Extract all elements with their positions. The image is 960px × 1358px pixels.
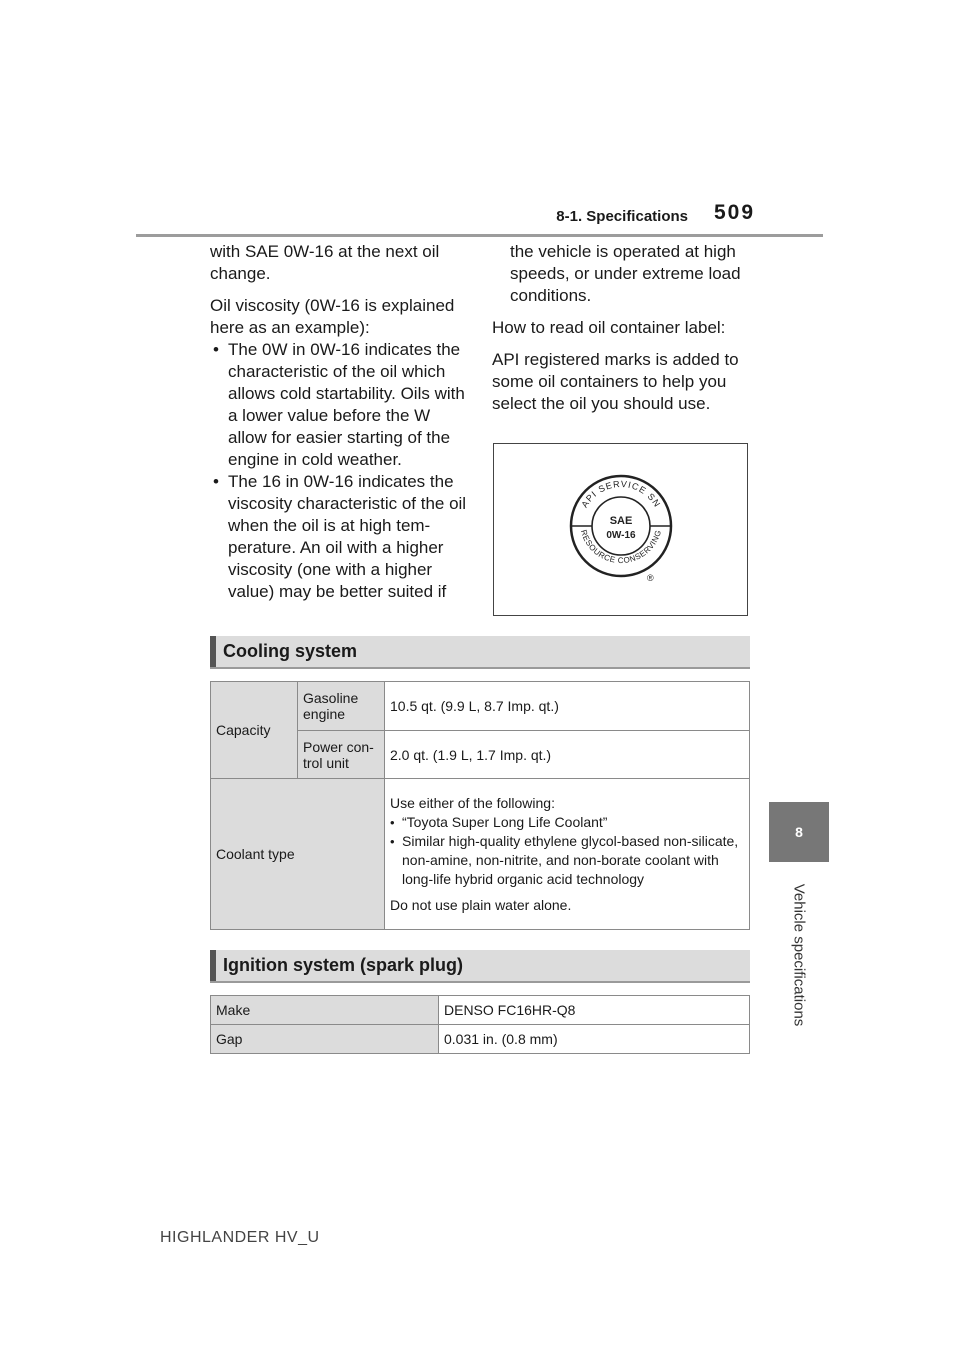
paragraph: API registered marks is added to some oil containers to help you select the oil you should use. (492, 350, 739, 413)
bullet-text: The 0W in 0W-16 indicates the characteristic of the oil which allows cold startability. Oils with a lower value before the W allow for easier starting of the engine in cold weather. (228, 340, 465, 469)
ignition-spec-table (210, 995, 750, 1054)
cooling-spec-table (210, 681, 750, 930)
bullet-item (210, 471, 470, 603)
table-row (211, 1025, 750, 1054)
gap-value: 0.031 in. (0.8 mm) (439, 1025, 750, 1054)
header-divider (136, 234, 823, 237)
section-label: 8-1. Specifications (556, 208, 688, 225)
chapter-tab[interactable] (769, 802, 829, 862)
api-mark-figure (493, 443, 748, 616)
make-label: Make (211, 996, 439, 1025)
registered-mark: ® (647, 573, 654, 583)
coolant-type-label: Coolant type (211, 779, 385, 930)
table-row (211, 996, 750, 1025)
svg-text:API SERVICE SN (579, 479, 662, 509)
gasoline-capacity-value: 10.5 qt. (9.9 L, 8.7 Imp. qt.) (385, 682, 750, 731)
chapter-title: Vehicle specifications (790, 883, 808, 1027)
table-row (211, 779, 750, 930)
paragraph: How to read oil container label: (492, 318, 726, 337)
gap-label: Gap (211, 1025, 439, 1054)
left-text-column (210, 241, 470, 603)
cooling-system-heading (210, 636, 750, 669)
right-text-column (492, 241, 752, 425)
bullet-item (210, 339, 470, 471)
make-value: DENSO FC16HR-Q8 (439, 996, 750, 1025)
page-number: 509 (714, 201, 756, 224)
coolant-list (390, 813, 744, 889)
coolant-note: Do not use plain water alone. (390, 896, 572, 913)
list-item: • “Toyota Super Long Life Coolant” (390, 813, 608, 830)
api-center-grade: 0W-16 (606, 530, 636, 541)
ignition-system-heading (210, 950, 750, 983)
api-bottom-arc-text: RESOURCE CONSERVING (578, 528, 664, 566)
chapter-title-vertical (769, 870, 829, 1040)
paragraph: Oil viscosity (0W-16 is explained here as an example): (210, 296, 455, 337)
power-control-unit-label: Power con-trol unit (298, 731, 385, 779)
heading-accent-bar (210, 950, 216, 981)
paragraph: with SAE 0W-16 at the next oil change. (210, 242, 440, 283)
coolant-intro: Use either of the following: (390, 794, 555, 811)
capacity-label: Capacity (211, 682, 298, 779)
bullet-dot-icon: • (213, 472, 219, 491)
gasoline-engine-label: Gasoline engine (298, 682, 385, 731)
bullet-text: The 16 in 0W-16 indicates the viscosity characteristic of the oil when the oil is at high tem-perature. An oil with a higher viscosity (one with a higher value) may be better suited if (228, 472, 467, 601)
footer-model-name: HIGHLANDER HV_U (160, 1229, 320, 1246)
section-title: Ignition system (spark plug) (223, 955, 464, 975)
pcu-capacity-value: 2.0 qt. (1.9 L, 1.7 Imp. qt.) (385, 731, 750, 779)
bullet-continuation: the vehicle is operated at high speeds, or under extreme load conditions. (510, 242, 741, 305)
section-title: Cooling system (223, 641, 358, 661)
coolant-type-value (385, 779, 750, 930)
bullet-dot-icon: • (390, 833, 395, 849)
list-item: • Similar high-quality ethylene glycol-based non-silicate, non-amine, non-nitrite, and non-borate coolant with long-life hybrid organic acid technology (390, 832, 739, 887)
api-service-symbol-icon (494, 444, 747, 615)
bullet-dot-icon: • (390, 814, 395, 830)
api-center-sae: SAE (609, 515, 633, 527)
chapter-number: 8 (795, 824, 803, 840)
table-row (211, 682, 750, 731)
heading-accent-bar (210, 636, 216, 667)
api-top-arc-text: API SERVICE SN (579, 478, 663, 510)
bullet-dot-icon: • (213, 340, 219, 359)
